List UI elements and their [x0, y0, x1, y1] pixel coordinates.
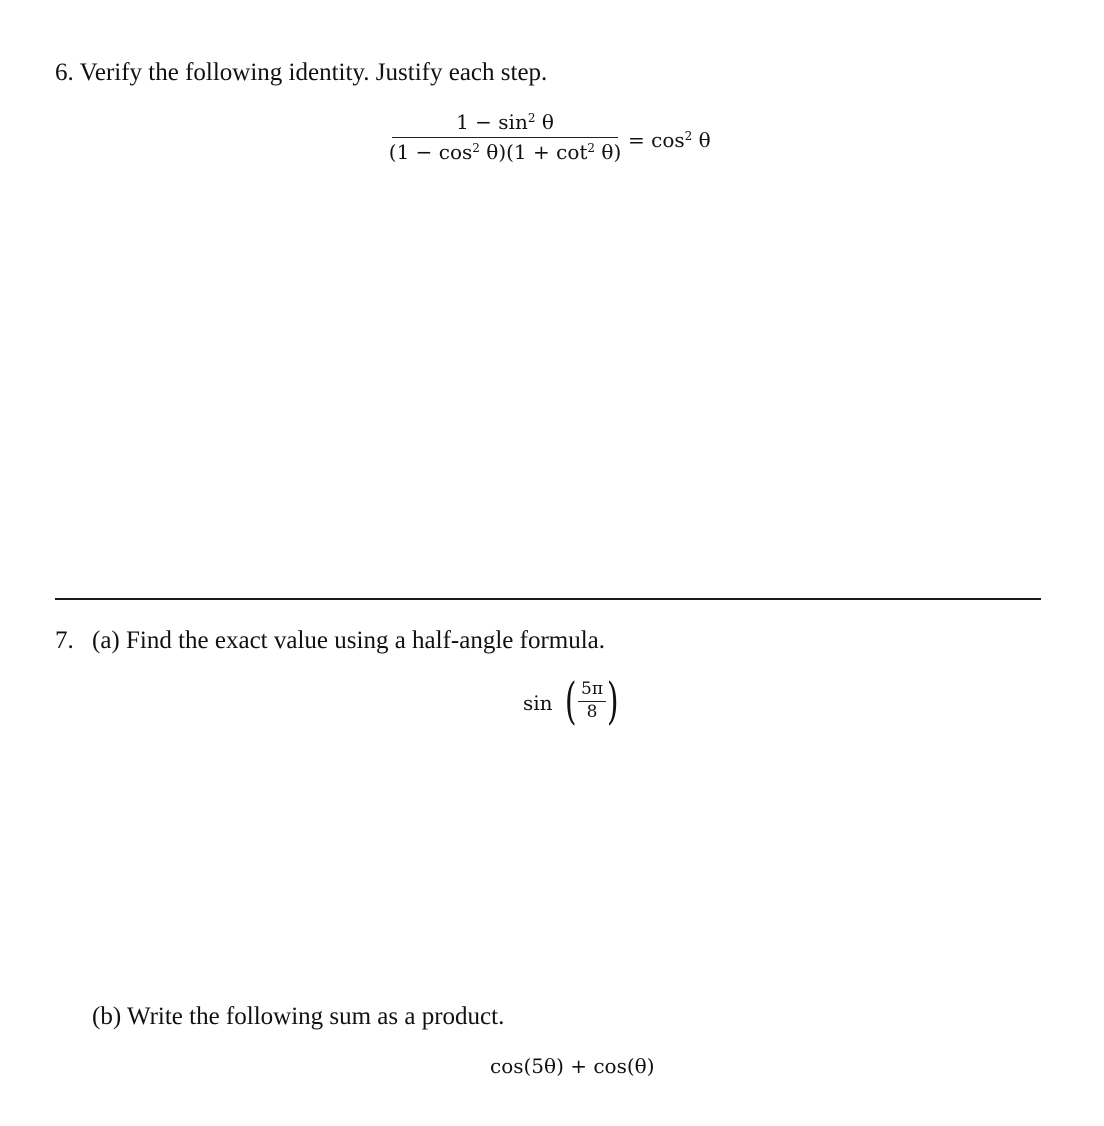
section-divider	[55, 598, 1041, 600]
problem-6-heading	[55, 60, 547, 85]
identity-lhs-denominator: $(1 - \cos^2 \theta)(1 + \cot^2 \theta)$	[388, 140, 622, 164]
angle-fraction	[578, 681, 606, 721]
sin-function: sin	[523, 691, 553, 715]
problem-7a-heading	[92, 628, 605, 653]
problem-6-number: 6.	[55, 59, 74, 86]
problem-7-heading	[55, 628, 74, 653]
problem-6-instruction: Verify the following identity. Justify each step.	[79, 59, 548, 86]
angle-denominator: 8	[586, 702, 598, 722]
problem-7b-instruction: Write the following sum as a product.	[126, 1003, 505, 1030]
problem-7a-label: (a)	[92, 627, 120, 654]
problem-7b-heading	[92, 1004, 504, 1029]
problem-7a-instruction: Find the exact value using a half-angle formula.	[126, 627, 606, 654]
identity-rhs: = $\cos^2 \theta$	[628, 128, 711, 152]
fraction-bar	[392, 137, 618, 138]
identity-lhs-fraction	[388, 110, 622, 164]
sum-expression: cos(5θ) + cos(θ)	[490, 1054, 655, 1078]
identity-lhs-numerator: $1 - \sin^2 \theta$	[456, 110, 554, 134]
right-paren: )	[606, 672, 619, 730]
left-paren: (	[564, 672, 577, 730]
problem-7-number: 7.	[55, 627, 74, 654]
problem-7b-label: (b)	[92, 1003, 122, 1030]
angle-numerator: 5π	[581, 679, 603, 699]
